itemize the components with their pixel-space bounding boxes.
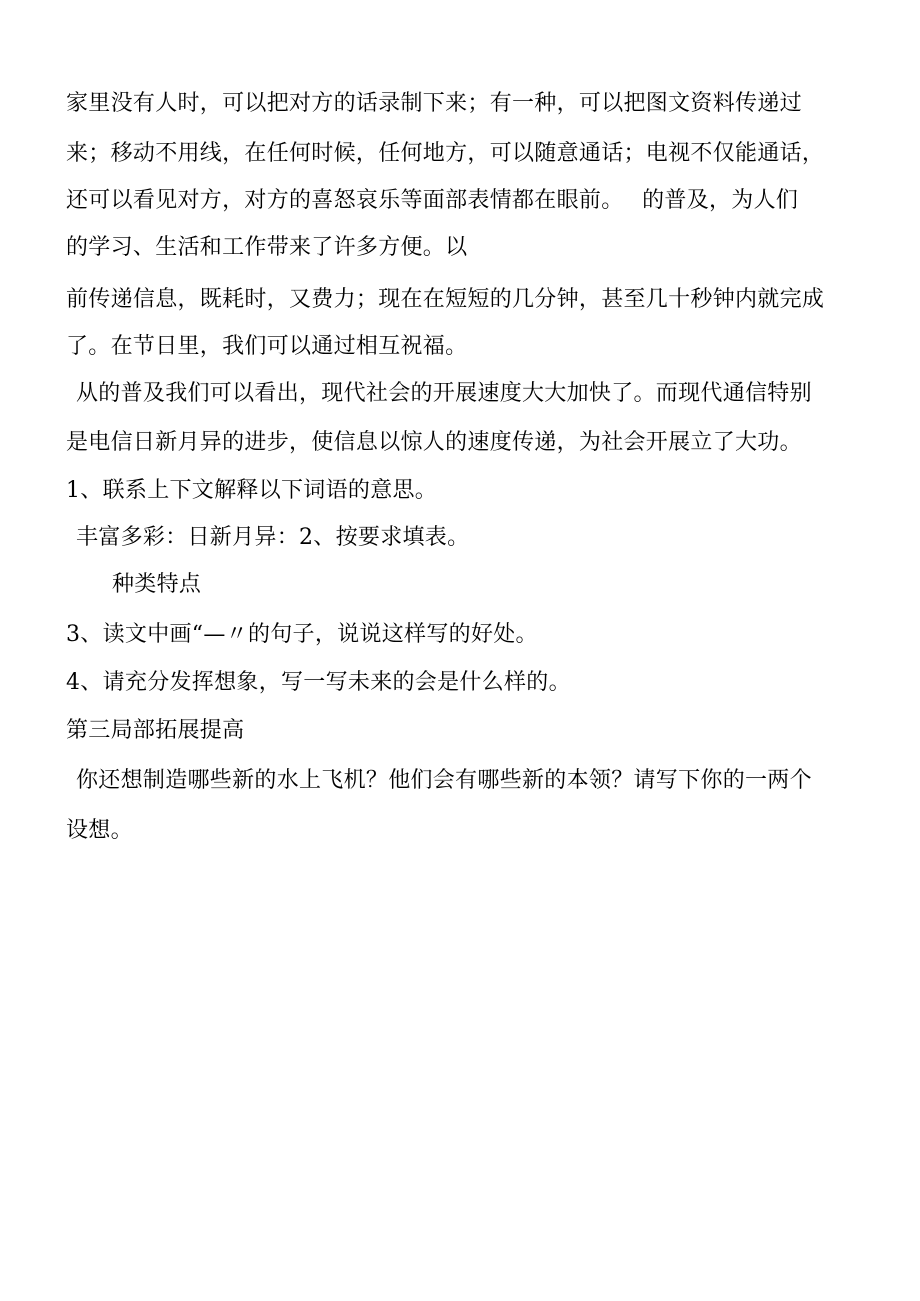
paragraph-2-line-2: 是电信日新月异的进步，使信息以惊人的速度传递，为社会开展立了大功。 xyxy=(66,430,802,455)
question-3: 3、读文中画“—〃的句子，说说这样写的好处。 xyxy=(66,622,538,647)
paragraph-1-line-6: 了。在节日里，我们可以通过相互祝福。 xyxy=(66,334,468,359)
question-1-terms-and-question-2: 丰富多彩：日新月异：2、按要求填表。 xyxy=(76,525,470,550)
section-3-prompt-line-2: 设想。 xyxy=(66,818,133,843)
paragraph-1-line-2: 来；移动不用线，在任何时候，任何地方，可以随意通话；电视不仅能通话， xyxy=(66,141,825,166)
table-header: 种类特点 xyxy=(112,572,202,597)
section-3-heading: 第三局部拓展提高 xyxy=(66,718,245,743)
paragraph-1-line-1: 家里没有人时，可以把对方的话录制下来；有一种，可以把图文资料传递过 xyxy=(66,91,802,116)
paragraph-2-line-1: 从的普及我们可以看出，现代社会的开展速度大大加快了。而现代通信特别 xyxy=(76,381,812,406)
question-4: 4、请充分发挥想象，写一写未来的会是什么样的。 xyxy=(66,670,571,695)
paragraph-1-line-3: 还可以看见对方，对方的喜怒哀乐等面部表情都在眼前。 的普及，为人们 xyxy=(66,188,799,213)
section-3-prompt-line-1: 你还想制造哪些新的水上飞机？他们会有哪些新的本领？请写下你的一两个 xyxy=(76,768,812,793)
question-1: 1、联系上下文解释以下词语的意思。 xyxy=(66,478,438,503)
paragraph-1-line-5: 前传递信息，既耗时，又费力；现在在短短的几分钟，甚至几十秒钟内就完成 xyxy=(66,287,825,312)
paragraph-1-line-4: 的学习、生活和工作带来了许多方便。以 xyxy=(66,235,468,260)
